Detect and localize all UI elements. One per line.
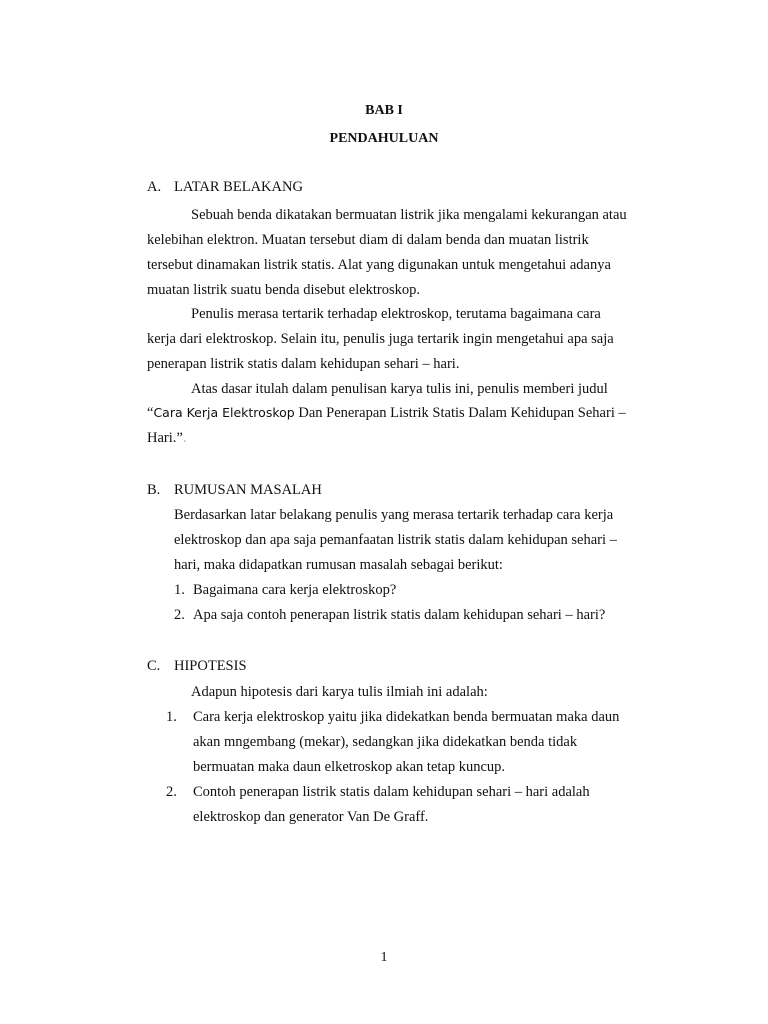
- list-item: Apa saja contoh penerapan listrik statis dalam kehidupan sehari – hari?: [193, 607, 606, 623]
- body-line: hari, maka didapatkan rumusan masalah sebagai berikut:: [174, 557, 503, 573]
- body-line: Atas dasar itulah dalam penulisan karya tulis ini, penulis memberi judul: [191, 381, 608, 397]
- body-line: elektroskop dan apa saja pemanfaatan listrik statis dalam kehidupan sehari –: [174, 532, 617, 548]
- list-item: Bagaimana cara kerja elektroskop?: [193, 582, 397, 598]
- title-part: Dan Penerapan Listrik Statis Dalam Kehidupan Sehari –: [294, 405, 626, 421]
- title-part-sans: Cara Kerja Elektroskop: [153, 405, 295, 420]
- body-line: Adapun hipotesis dari karya tulis ilmiah ini adalah:: [191, 684, 488, 700]
- list-number: 1.: [166, 709, 177, 725]
- body-line: Berdasarkan latar belakang penulis yang merasa tertarik terhadap cara kerja: [174, 507, 614, 523]
- list-item-line: akan mngembang (mekar), sedangkan jika didekatkan benda tidak: [193, 734, 578, 750]
- title-line: [147, 404, 626, 422]
- title-end: Hari.”: [147, 430, 183, 446]
- chapter-label: BAB I: [365, 103, 403, 118]
- section-b-heading: RUMUSAN MASALAH: [174, 482, 322, 498]
- section-c-heading: HIPOTESIS: [174, 658, 247, 674]
- list-number: 1.: [174, 582, 185, 598]
- list-item-line: elektroskop dan generator Van De Graff.: [193, 809, 429, 825]
- chapter-title: PENDAHULUAN: [329, 131, 439, 146]
- list-item-line: Cara kerja elektroskop yaitu jika didekatkan benda bermuatan maka daun: [193, 709, 620, 725]
- page-number: 1: [380, 950, 388, 965]
- section-c-marker: C.: [147, 658, 161, 674]
- body-line: tersebut dinamakan listrik statis. Alat yang digunakan untuk mengetahui adanya: [147, 257, 611, 273]
- list-item-line: Contoh penerapan listrik statis dalam kehidupan sehari – hari adalah: [193, 784, 590, 800]
- list-item-line: bermuatan maka daun elketroskop akan tetap kuncup.: [193, 759, 506, 775]
- section-b-marker: B.: [147, 482, 161, 498]
- body-line: muatan listrik suatu benda disebut elektroskop.: [147, 282, 421, 298]
- body-line: kerja dari elektroskop. Selain itu, penulis juga tertarik ingin mengetahui apa saja: [147, 331, 614, 347]
- body-line: penerapan listrik statis dalam kehidupan sehari – hari.: [147, 356, 460, 372]
- list-number: 2.: [174, 607, 185, 623]
- section-a-heading: LATAR BELAKANG: [174, 179, 303, 195]
- open-quote: “: [147, 405, 154, 421]
- title-line-end: [147, 429, 186, 447]
- body-line: Penulis merasa tertarik terhadap elektroskop, terutama bagaimana cara: [191, 306, 601, 322]
- trailing-dot: .: [182, 430, 187, 446]
- section-a-marker: A.: [147, 179, 162, 195]
- body-line: kelebihan elektron. Muatan tersebut diam di dalam benda dan muatan listrik: [147, 232, 589, 248]
- list-number: 2.: [166, 784, 177, 800]
- body-line: Sebuah benda dikatakan bermuatan listrik jika mengalami kekurangan atau: [191, 207, 627, 223]
